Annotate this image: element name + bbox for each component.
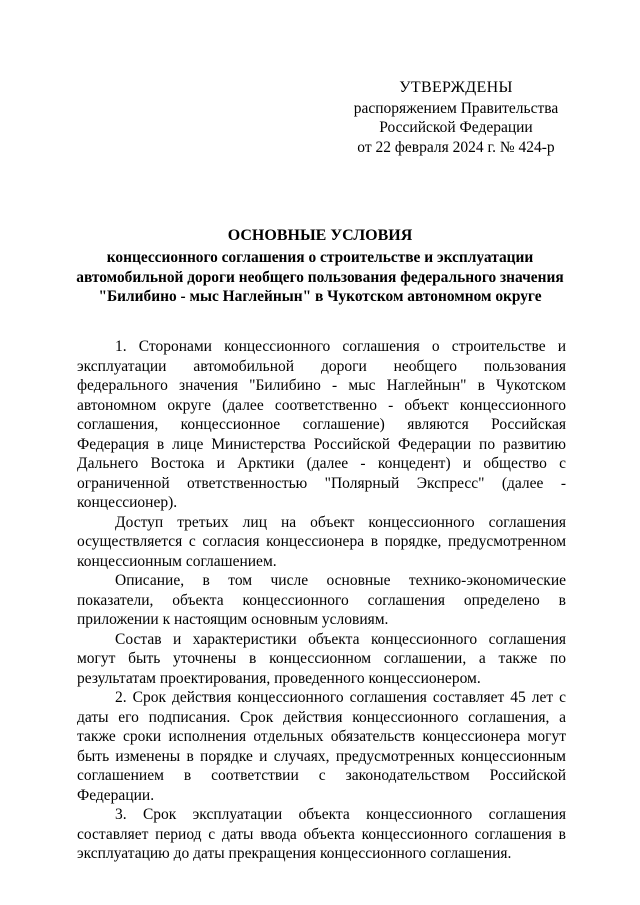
paragraph-1-parties: 1. Сторонами концессионного соглашения о строительстве и эксплуатации автомобильной дороги необщего пользования федерального значения "Билибино - мыс Наглейнын" в Чукотском автономном округе (далее соответственно - объект концессионного соглашения, концессионное соглашение) являются Российская Федерация в лице Министерства Российской Федерации по развитию Дальнего Востока и Арктики (далее - концедент) и общество с ограниченной ответственностью "Полярный Экспресс" (далее - концессионер). — [77, 338, 566, 511]
approval-line-3: от 22 февраля 2024 г. № 424-р — [357, 138, 555, 156]
paragraph-3-operation: 3. Срок эксплуатации объекта концессионного соглашения составляет период с даты ввода объекта концессионного соглашения в эксплуатацию до даты прекращения концессионного соглашения. — [77, 806, 566, 862]
subtitle-line-1: концессионного соглашения о строительстве и эксплуатации — [106, 249, 534, 266]
paragraph-composition: Состав и характеристики объекта концессионного соглашения могут быть уточнены в концессионном соглашении, а также по результатам проектирования, проведенного концессионером. — [77, 630, 566, 687]
paragraph-2-term: 2. Срок действия концессионного соглашения составляет 45 лет с даты его подписания. Срок действия концессионного соглашения, а также сроки исполнения отдельных обязательств концессионера могут быть изменены в порядке и случаях, предусмотренных концессионным соглашением в соответствии с законодательством Российской Федерации. — [77, 689, 566, 804]
approval-line-2: Российской Федерации — [379, 119, 533, 136]
document-title: ОСНОВНЫЕ УСЛОВИЯ — [227, 227, 413, 244]
approved-label: УТВЕРЖДЕНЫ — [399, 79, 513, 96]
subtitle-line-2: автомобильной дороги необщего пользования федерального значения — [76, 268, 564, 286]
approval-stamp — [346, 78, 566, 157]
paragraph-description: Описание, в том числе основные технико-экономические показатели, объекта концессионного соглашения определено в приложении к настоящим основным условиям. — [77, 572, 566, 628]
approval-line-1: распоряжением Правительства — [353, 99, 559, 117]
paragraph-access: Доступ третьих лиц на объект концессионного соглашения осуществляется с согласия концессионера в порядке, предусмотренном концессионным соглашением. — [77, 513, 566, 570]
subtitle-line-3: "Билибино - мыс Наглейнын" в Чукотском автономном округе — [98, 288, 542, 305]
document-body — [77, 337, 566, 864]
document-heading — [60, 226, 580, 307]
